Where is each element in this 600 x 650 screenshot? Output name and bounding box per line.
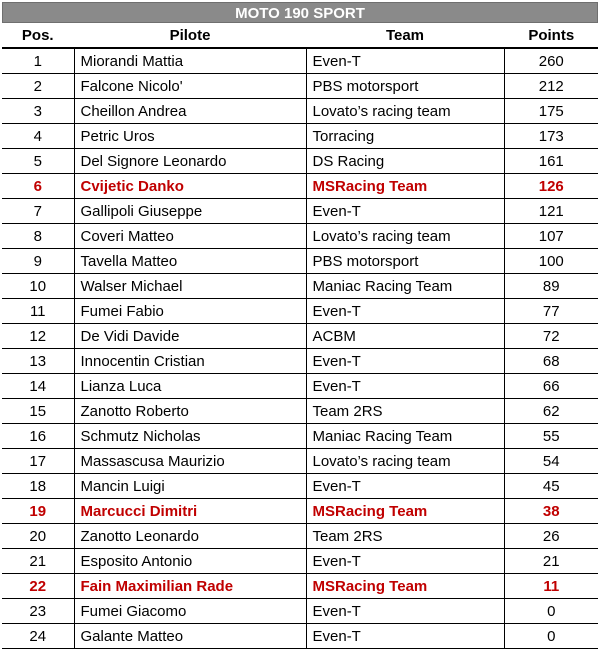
position-cell: 10 xyxy=(2,274,74,299)
table-row xyxy=(2,574,598,599)
position-cell: 18 xyxy=(2,474,74,499)
pilot-cell: Zanotto Leonardo xyxy=(74,524,306,549)
points-cell: 38 xyxy=(504,499,598,524)
points-cell: 54 xyxy=(504,449,598,474)
position-cell: 7 xyxy=(2,199,74,224)
team-cell: PBS motorsport xyxy=(306,249,504,274)
position-cell: 11 xyxy=(2,299,74,324)
table-row xyxy=(2,224,598,249)
table-row xyxy=(2,549,598,574)
position-cell: 22 xyxy=(2,574,74,599)
table-row xyxy=(2,199,598,224)
team-cell: Torracing xyxy=(306,124,504,149)
table-row xyxy=(2,249,598,274)
points-cell: 72 xyxy=(504,324,598,349)
team-cell: Even-T xyxy=(306,349,504,374)
points-cell: 62 xyxy=(504,399,598,424)
points-cell: 126 xyxy=(504,174,598,199)
team-cell: MSRacing Team xyxy=(306,499,504,524)
points-cell: 100 xyxy=(504,249,598,274)
points-cell: 21 xyxy=(504,549,598,574)
points-cell: 212 xyxy=(504,74,598,99)
table-row xyxy=(2,624,598,649)
table-row xyxy=(2,299,598,324)
team-cell: DS Racing xyxy=(306,149,504,174)
standings-panel xyxy=(2,2,598,649)
position-cell: 17 xyxy=(2,449,74,474)
position-cell: 8 xyxy=(2,224,74,249)
table-row xyxy=(2,474,598,499)
position-cell: 6 xyxy=(2,174,74,199)
header-team: Team xyxy=(306,23,504,48)
points-cell: 107 xyxy=(504,224,598,249)
pilot-cell: Esposito Antonio xyxy=(74,549,306,574)
position-cell: 14 xyxy=(2,374,74,399)
points-cell: 175 xyxy=(504,99,598,124)
pilot-cell: Lianza Luca xyxy=(74,374,306,399)
table-row xyxy=(2,349,598,374)
team-cell: Even-T xyxy=(306,299,504,324)
position-cell: 3 xyxy=(2,99,74,124)
pilot-cell: De Vidi Davide xyxy=(74,324,306,349)
points-cell: 161 xyxy=(504,149,598,174)
table-row xyxy=(2,324,598,349)
points-cell: 121 xyxy=(504,199,598,224)
position-cell: 20 xyxy=(2,524,74,549)
points-cell: 173 xyxy=(504,124,598,149)
points-cell: 68 xyxy=(504,349,598,374)
table-row xyxy=(2,374,598,399)
table-body xyxy=(2,48,598,649)
pilot-cell: Walser Michael xyxy=(74,274,306,299)
pilot-cell: Tavella Matteo xyxy=(74,249,306,274)
position-cell: 13 xyxy=(2,349,74,374)
team-cell: Even-T xyxy=(306,199,504,224)
team-cell: ACBM xyxy=(306,324,504,349)
team-cell: Lovato’s racing team xyxy=(306,224,504,249)
table-row xyxy=(2,524,598,549)
pilot-cell: Schmutz Nicholas xyxy=(74,424,306,449)
position-cell: 5 xyxy=(2,149,74,174)
header-row xyxy=(2,23,598,48)
pilot-cell: Falcone Nicolo' xyxy=(74,74,306,99)
table-row xyxy=(2,149,598,174)
pilot-cell: Marcucci Dimitri xyxy=(74,499,306,524)
team-cell: PBS motorsport xyxy=(306,74,504,99)
points-cell: 11 xyxy=(504,574,598,599)
team-cell: Even-T xyxy=(306,624,504,649)
points-cell: 66 xyxy=(504,374,598,399)
pilot-cell: Del Signore Leonardo xyxy=(74,149,306,174)
table-title: MOTO 190 SPORT xyxy=(2,2,598,23)
position-cell: 9 xyxy=(2,249,74,274)
pilot-cell: Petric Uros xyxy=(74,124,306,149)
team-cell: MSRacing Team xyxy=(306,574,504,599)
position-cell: 4 xyxy=(2,124,74,149)
points-cell: 89 xyxy=(504,274,598,299)
position-cell: 15 xyxy=(2,399,74,424)
points-cell: 77 xyxy=(504,299,598,324)
table-row xyxy=(2,424,598,449)
position-cell: 16 xyxy=(2,424,74,449)
table-row xyxy=(2,174,598,199)
position-cell: 12 xyxy=(2,324,74,349)
pilot-cell: Fain Maximilian Rade xyxy=(74,574,306,599)
header-pos: Pos. xyxy=(2,23,74,48)
table-row xyxy=(2,124,598,149)
pilot-cell: Fumei Fabio xyxy=(74,299,306,324)
header-pilot: Pilote xyxy=(74,23,306,48)
pilot-cell: Cheillon Andrea xyxy=(74,99,306,124)
team-cell: Lovato’s racing team xyxy=(306,99,504,124)
position-cell: 21 xyxy=(2,549,74,574)
team-cell: Even-T xyxy=(306,549,504,574)
position-cell: 23 xyxy=(2,599,74,624)
pilot-cell: Innocentin Cristian xyxy=(74,349,306,374)
pilot-cell: Coveri Matteo xyxy=(74,224,306,249)
pilot-cell: Galante Matteo xyxy=(74,624,306,649)
points-cell: 0 xyxy=(504,599,598,624)
pilot-cell: Miorandi Mattia xyxy=(74,48,306,74)
pilot-cell: Massascusa Maurizio xyxy=(74,449,306,474)
table-row xyxy=(2,74,598,99)
header-points: Points xyxy=(504,23,598,48)
table-row xyxy=(2,274,598,299)
team-cell: Lovato’s racing team xyxy=(306,449,504,474)
points-cell: 55 xyxy=(504,424,598,449)
team-cell: Team 2RS xyxy=(306,399,504,424)
table-row xyxy=(2,99,598,124)
team-cell: Even-T xyxy=(306,48,504,74)
points-cell: 260 xyxy=(504,48,598,74)
pilot-cell: Mancin Luigi xyxy=(74,474,306,499)
team-cell: Maniac Racing Team xyxy=(306,274,504,299)
pilot-cell: Zanotto Roberto xyxy=(74,399,306,424)
pilot-cell: Cvijetic Danko xyxy=(74,174,306,199)
position-cell: 24 xyxy=(2,624,74,649)
table-row xyxy=(2,399,598,424)
table-row xyxy=(2,449,598,474)
team-cell: MSRacing Team xyxy=(306,174,504,199)
team-cell: Even-T xyxy=(306,474,504,499)
position-cell: 19 xyxy=(2,499,74,524)
points-cell: 45 xyxy=(504,474,598,499)
team-cell: Even-T xyxy=(306,374,504,399)
standings-table xyxy=(2,23,598,649)
position-cell: 2 xyxy=(2,74,74,99)
table-row xyxy=(2,48,598,74)
team-cell: Maniac Racing Team xyxy=(306,424,504,449)
points-cell: 0 xyxy=(504,624,598,649)
team-cell: Team 2RS xyxy=(306,524,504,549)
points-cell: 26 xyxy=(504,524,598,549)
pilot-cell: Gallipoli Giuseppe xyxy=(74,199,306,224)
team-cell: Even-T xyxy=(306,599,504,624)
position-cell: 1 xyxy=(2,48,74,74)
pilot-cell: Fumei Giacomo xyxy=(74,599,306,624)
table-row xyxy=(2,499,598,524)
table-row xyxy=(2,599,598,624)
